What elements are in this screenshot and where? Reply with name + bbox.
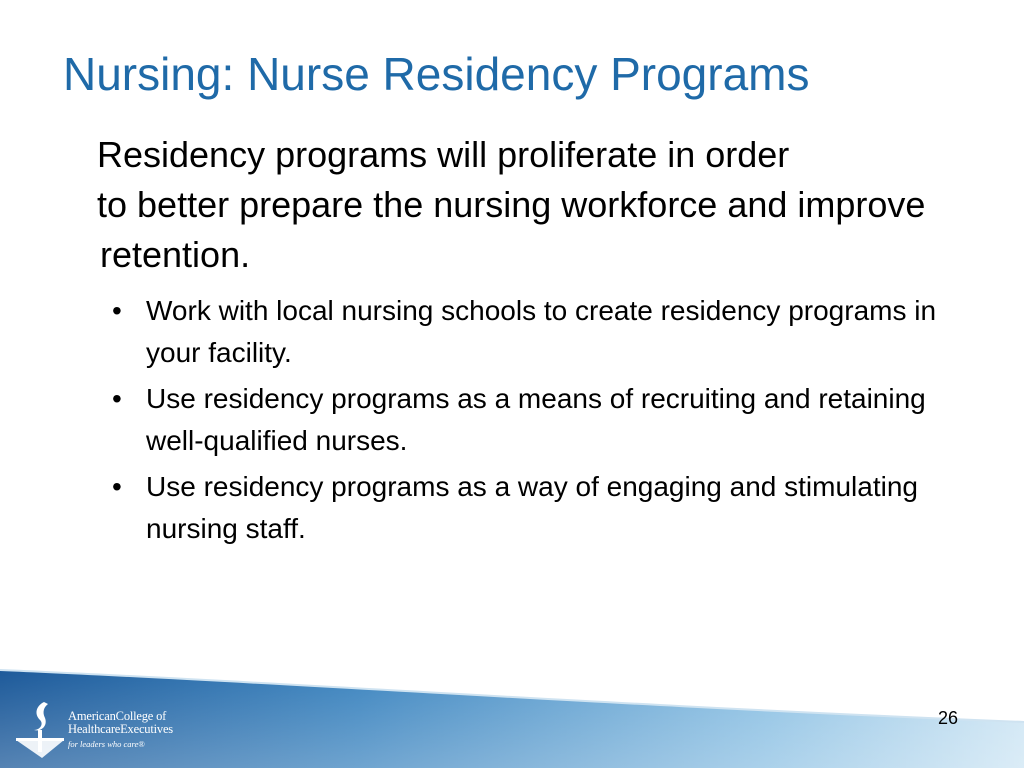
bullet-symbol: •	[112, 471, 122, 502]
bullet-symbol: •	[112, 383, 122, 414]
bullet-item	[112, 290, 982, 374]
lead-line-2: to better prepare the nursing workforce and improve retention.	[97, 184, 926, 275]
bullet-item	[112, 466, 982, 550]
logo-line-1: AmericanCollege of	[68, 709, 167, 723]
lead-paragraph	[97, 130, 940, 280]
lead-line-1: Residency programs will proliferate in order	[97, 134, 790, 175]
ache-logo	[10, 696, 190, 762]
ache-logo-text	[68, 710, 173, 751]
bullet-symbol: •	[112, 295, 122, 326]
bullet-text: Use residency programs as a means of recruiting and retaining well-qualified nurses.	[146, 383, 926, 456]
logo-tagline: for leaders who care®	[68, 739, 145, 749]
bullet-text: Use residency programs as a way of engaging and stimulating nursing staff.	[146, 471, 918, 544]
bullet-item	[112, 378, 982, 462]
logo-line-2: HealthcareExecutives	[68, 722, 173, 736]
bullet-list	[112, 290, 982, 554]
slide-title: Nursing: Nurse Residency Programs	[63, 48, 810, 100]
page-number: 26	[938, 708, 959, 728]
ache-logo-icon	[14, 696, 66, 762]
bullet-text: Work with local nursing schools to create residency programs in your facility.	[146, 295, 937, 368]
